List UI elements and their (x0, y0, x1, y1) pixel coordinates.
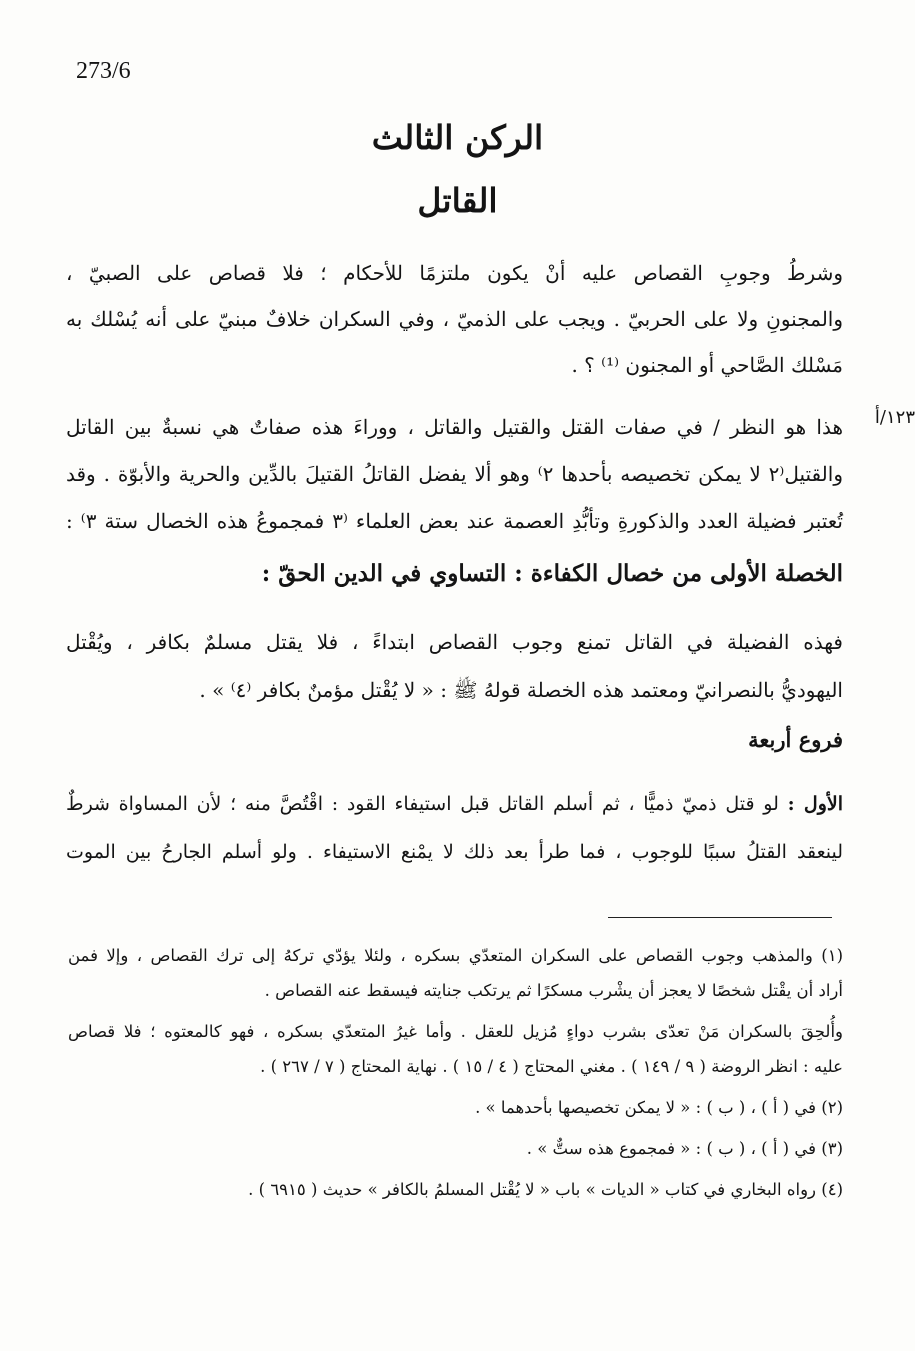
text-line: والقتيل⁽٢ لا يمكن تخصيصه بأحدها ٢⁾ وهو ألا يفضل القاتلُ القتيلَ بالدِّين والحرية والأبوّة . وقد (66, 462, 843, 486)
margin-folio-note: ١٢٣/أ (874, 407, 915, 428)
footnote-1-line: أراد أن يقْتل شخصًا لا يعجز أن يشْرب مسكرًا ثم يرتكب جنايته فيسقط عنه القصاص . (264, 981, 843, 1000)
text-line: هذا هو النظر / في صفات القتل والقتيل والقاتل ، ووراءَ هذه صفاتٌ هي نسبةٌ بين القاتل (66, 415, 843, 439)
text-line: مَسْلك الصَّاحي أو المجنون ⁽¹⁾ ؟ . (571, 353, 843, 377)
paragraph-3 (66, 618, 843, 714)
footnote-3: (٣) في ( أ ) ، ( ب ) : « فمجموع هذه ستٌّ » . (526, 1139, 843, 1158)
footnote-1-line: (١) والمذهب وجوب القصاص على السكران المتعدّي بسكره ، ولئلا يؤدّي تركهُ إلى ترك القصاص ، وإلا فمن (68, 946, 843, 965)
text-line (66, 780, 843, 828)
footnote-1-line: وأُلحِقَ بالسكران مَنْ تعدّى بشرب دواءٍ مُزيل للعقل . وأما غيرُ المتعدّي بسكره ، فهو كالمعتوه ؛ فلا قصاص (68, 1022, 843, 1041)
paragraph-4 (66, 780, 843, 876)
branches-heading: فروع أربعة (748, 727, 843, 752)
paragraph-2 (66, 404, 843, 545)
text-line: لينعقد القتلُ سببًا للوجوب ، فما طرأ بعد ذلك لا يمْنع الاستيفاء . ولو أسلم الجارحُ بين الموت (66, 841, 843, 863)
text-line: والمجنونِ ولا على الحربيّ . ويجب على الذميّ ، وفي السكران خلافٌ مبنيّ على أنه يُسْلك به (66, 307, 843, 331)
text-span: لو قتل ذميّ ذميًّا ، ثم أسلم القاتل قبل استيفاء القود : اقْتُصَّ منه ؛ لأن المساواة شرطٌ (66, 793, 779, 815)
section-heading: الخصلة الأولى من خصال الكفاءة : التساوي في الدين الحقّ : (261, 560, 843, 587)
text-line: اليهوديُّ بالنصرانيّ ومعتمد هذه الخصلة قولهُ ﷺ : « لا يُقْتل مؤمنٌ بكافر ⁽٤⁾ » . (199, 678, 843, 702)
footnote-1-line: عليه : انظر الروضة ( ٩ / ١٤٩ ) . مغني المحتاج ( ٤ / ١٥ ) . نهاية المحتاج ( ٧ / ٢٦٧ ) . (260, 1057, 843, 1076)
footnotes (68, 938, 843, 1207)
chapter-title: الركن الثالث (371, 118, 544, 157)
text-line: تُعتبر فضيلة العدد والذكورةِ وتأبُّدِ العصمة عند بعض العلماء ⁽٣ فمجموعُ هذه الخصال ستة ٣⁾ : (66, 509, 843, 533)
page-number: 273/6 (76, 58, 131, 84)
footnote-2: (٢) في ( أ ) ، ( ب ) : « لا يمكن تخصيصها بأحدهما » . (475, 1098, 843, 1117)
first-branch-label: الأول : (787, 793, 844, 815)
paragraph-1 (66, 250, 843, 388)
chapter-subtitle: القاتل (417, 181, 498, 220)
text-line: وشرطُ وجوبِ القصاص عليه أنْ يكون ملتزمًا للأحكام ؛ فلا قصاص على الصبيّ ، (66, 261, 843, 285)
footnote-4: (٤) رواه البخاري في كتاب « الديات » باب « لا يُقْتل المسلمُ بالكافر » حديث ( ٦٩١٥ ) . (248, 1180, 843, 1199)
footnote-divider (608, 917, 832, 918)
text-line: فهذه الفضيلة في القاتل تمنع وجوب القصاص ابتداءً ، فلا يقتل مسلمٌ بكافر ، ويُقْتل (66, 630, 843, 654)
